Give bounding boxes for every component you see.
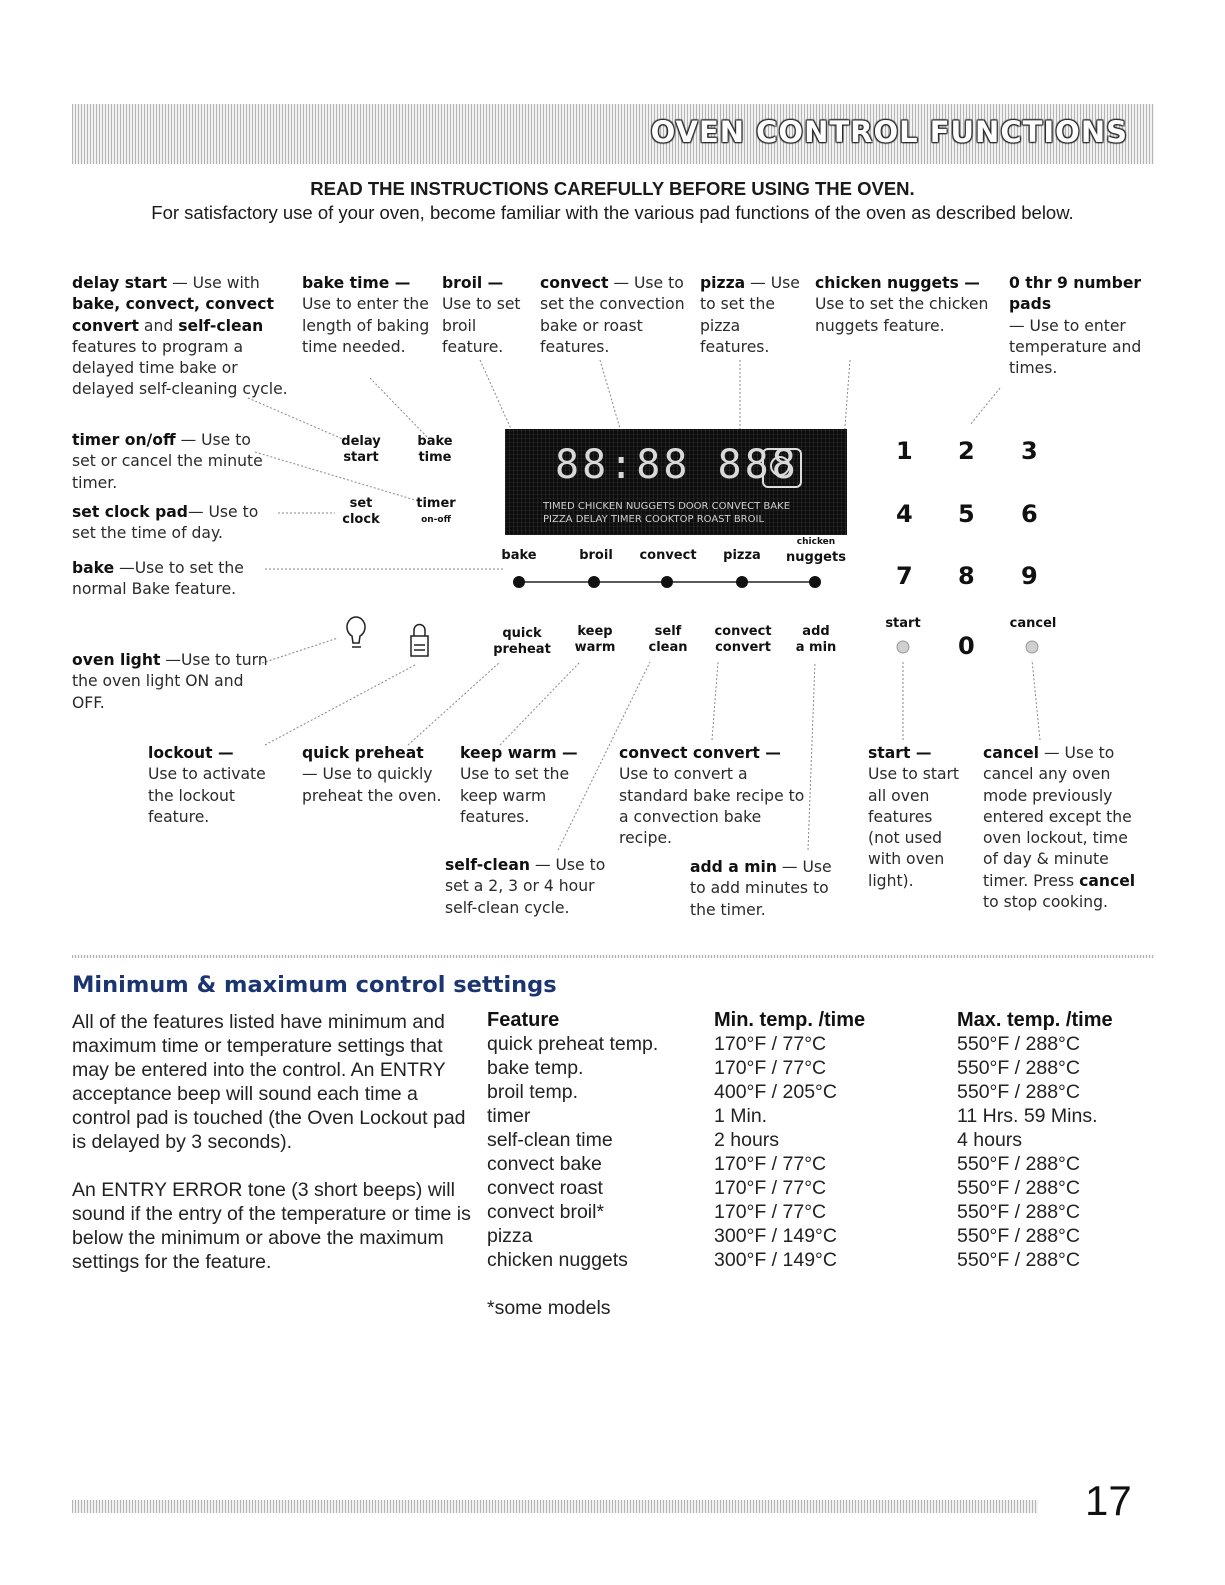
table-cell: 550°F / 288°C	[957, 1081, 1080, 1103]
quick-preheat-pad[interactable]: quick preheat	[493, 626, 551, 657]
display-indicators: TIMED CHICKEN NUGGETS DOOR CONVECT BAKE PIZZA DELAY TIMER COOKTOP ROAST BROIL	[543, 501, 791, 525]
desc-quick-preheat: quick preheat — Use to quickly preheat the oven.	[302, 744, 442, 805]
table-cell: bake temp.	[487, 1057, 584, 1079]
table-cell: 170°F / 77°C	[714, 1177, 827, 1199]
table-column-max: Max. temp. /time 550°F / 288°C 550°F / 288°C 550°F / 288°C 11 Hrs. 59 Mins. 4 hours 550°F / 288°C 550°F / 288°C 550°F / 288°C 550°F / 288°C 550°F / 288°C	[957, 1008, 1157, 1272]
bake-time-pad[interactable]: bake time	[417, 434, 453, 465]
chicken-nuggets-pad[interactable]: chicken nuggets	[786, 537, 846, 565]
table-cell: chicken nuggets	[487, 1249, 628, 1271]
table-cell: convect bake	[487, 1153, 602, 1175]
table-cell: 550°F / 288°C	[957, 1201, 1080, 1223]
table-cell: 2 hours	[714, 1129, 780, 1151]
table-cell: pizza	[487, 1225, 533, 1247]
desc-lockout: lockout — Use to activate the lockout feature.	[148, 744, 266, 826]
table-cell: 4 hours	[957, 1129, 1023, 1151]
broil-pad[interactable]: broil	[579, 548, 613, 563]
table-column-feature: Feature quick preheat temp. bake temp. broil temp. timer self-clean time convect bake convect roast convect broil* pizza chicken nuggets *some models	[487, 1008, 712, 1320]
intro-heading: READ THE INSTRUCTIONS CAREFULLY BEFORE USING THE OVEN.	[310, 178, 915, 199]
divider	[72, 955, 1154, 958]
number-pad-8[interactable]: 8	[958, 562, 975, 590]
table-column-min: Min. temp. /time 170°F / 77°C 170°F / 77°C 400°F / 205°C 1 Min. 2 hours 170°F / 77°C 170°F / 77°C 170°F / 77°C 300°F / 149°C 300°F / 149°C	[714, 1008, 944, 1272]
table-cell: 550°F / 288°C	[957, 1033, 1080, 1055]
number-pad-1[interactable]: 1	[896, 437, 913, 465]
desc-self-clean: self-clean — Use to set a 2, 3 or 4 hour self-clean cycle.	[445, 856, 606, 917]
table-cell: convect roast	[487, 1177, 603, 1199]
number-pad-5[interactable]: 5	[958, 500, 975, 528]
paragraph-entry-error: An ENTRY ERROR tone (3 short beeps) will sound if the entry of the temperature or time is below the minimum or above the maximum settings for the feature.	[72, 1179, 471, 1273]
display-digits: 88:88 888	[555, 442, 799, 488]
desc-keep-warm: keep warm — Use to set the keep warm features.	[460, 744, 578, 826]
desc-timer: timer on/off — Use to set or cancel the minute timer.	[72, 431, 263, 492]
fan-icon	[762, 448, 802, 488]
page-number: 17	[1085, 1477, 1132, 1524]
table-cell: 550°F / 288°C	[957, 1153, 1080, 1175]
desc-bake: bake —Use to set the normal Bake feature.	[72, 559, 244, 599]
table-cell: 11 Hrs. 59 Mins.	[957, 1105, 1098, 1127]
delay-start-pad[interactable]: delay start	[341, 434, 381, 465]
set-clock-pad[interactable]: set clock	[342, 496, 380, 527]
intro-text: For satisfactory use of your oven, become familiar with the various pad functions of the oven as described below.	[151, 202, 1074, 223]
table-cell: self-clean time	[487, 1129, 613, 1151]
table-cell: 170°F / 77°C	[714, 1033, 827, 1055]
table-cell: 550°F / 288°C	[957, 1177, 1080, 1199]
cancel-pad[interactable]: cancel	[1009, 616, 1057, 631]
light-bulb-icon	[347, 617, 365, 647]
number-pad-7[interactable]: 7	[896, 562, 913, 590]
desc-number-pads: 0 thr 9 number pads — Use to enter temperature and times.	[1009, 274, 1142, 378]
section-body	[72, 1010, 472, 1298]
desc-set-clock: set clock pad— Use to set the time of day.	[72, 503, 259, 543]
table-cell: 300°F / 149°C	[714, 1249, 837, 1271]
desc-pizza: pizza — Use to set the pizza features.	[700, 274, 800, 356]
table-cell: convect broil*	[487, 1201, 605, 1223]
number-pad-2[interactable]: 2	[958, 437, 975, 465]
desc-delay-start: delay start — Use with bake, convect, convect convert and self-clean features to program a delayed time bake or delayed self-cleaning cycle.	[72, 274, 288, 399]
desc-start: start — Use to start all oven features (not used with oven light).	[868, 744, 960, 890]
table-cell: 170°F / 77°C	[714, 1057, 827, 1079]
number-pad-3[interactable]: 3	[1021, 437, 1038, 465]
desc-convect: convect — Use to set the convection bake or roast features.	[540, 274, 685, 356]
desc-broil: broil — Use to set broil feature.	[442, 274, 521, 356]
convect-convert-pad[interactable]: convect convert	[714, 624, 772, 655]
table-cell: quick preheat temp.	[487, 1033, 659, 1055]
desc-add-a-min: add a min — Use to add minutes to the timer.	[690, 858, 832, 919]
table-cell: 550°F / 288°C	[957, 1057, 1080, 1079]
lock-icon	[411, 625, 428, 657]
timer-on-off-pad[interactable]: timer on-off	[416, 496, 456, 525]
number-pad-4[interactable]: 4	[896, 500, 913, 528]
desc-chicken-nuggets: chicken nuggets — Use to set the chicken nuggets feature.	[815, 274, 989, 335]
table-cell: 1 Min.	[714, 1105, 768, 1127]
table-cell: 550°F / 288°C	[957, 1249, 1080, 1271]
footer-band	[72, 1500, 1038, 1513]
table-cell: broil temp.	[487, 1081, 579, 1103]
paragraph-entry-beep: All of the features listed have minimum and maximum time or temperature settings that may be entered into the control. An ENTRY acceptance beep will sound each time a control pad is touched (the Oven Lockout pad is delayed by 3 seconds).	[72, 1011, 466, 1153]
keep-warm-pad[interactable]: keep warm	[574, 624, 616, 655]
section-title: Minimum & maximum control settings	[72, 972, 557, 998]
desc-bake-time: bake time — Use to enter the length of baking time needed.	[302, 274, 430, 356]
pizza-pad[interactable]: pizza	[723, 548, 761, 563]
convect-pad[interactable]: convect	[639, 548, 697, 563]
desc-cancel: cancel — Use to cancel any oven mode previously entered except the oven lockout, time of day & minute timer. Press cancel to stop cooking.	[983, 744, 1136, 912]
table-cell: 400°F / 205°C	[714, 1081, 837, 1103]
start-pad[interactable]: start	[885, 616, 921, 631]
number-pad-9[interactable]: 9	[1021, 562, 1038, 590]
table-cell: timer	[487, 1105, 531, 1127]
footnote: *some models	[487, 1297, 611, 1319]
add-a-min-pad[interactable]: add a min	[795, 624, 837, 655]
table-cell: 550°F / 288°C	[957, 1225, 1080, 1247]
table-cell: 170°F / 77°C	[714, 1201, 827, 1223]
table-cell: 300°F / 149°C	[714, 1225, 837, 1247]
table-cell: 170°F / 77°C	[714, 1153, 827, 1175]
self-clean-pad[interactable]: self clean	[648, 624, 688, 655]
desc-oven-light: oven light —Use to turn the oven light ON and OFF.	[72, 651, 268, 712]
desc-convect-convert: convect convert — Use to convert a standard bake recipe to a convection bake recipe.	[619, 744, 805, 848]
number-pad-6[interactable]: 6	[1021, 500, 1038, 528]
number-pad-0[interactable]: 0	[958, 632, 975, 660]
page-title: OVEN CONTROL FUNCTIONS	[650, 115, 1128, 149]
bake-pad[interactable]: bake	[501, 548, 537, 563]
